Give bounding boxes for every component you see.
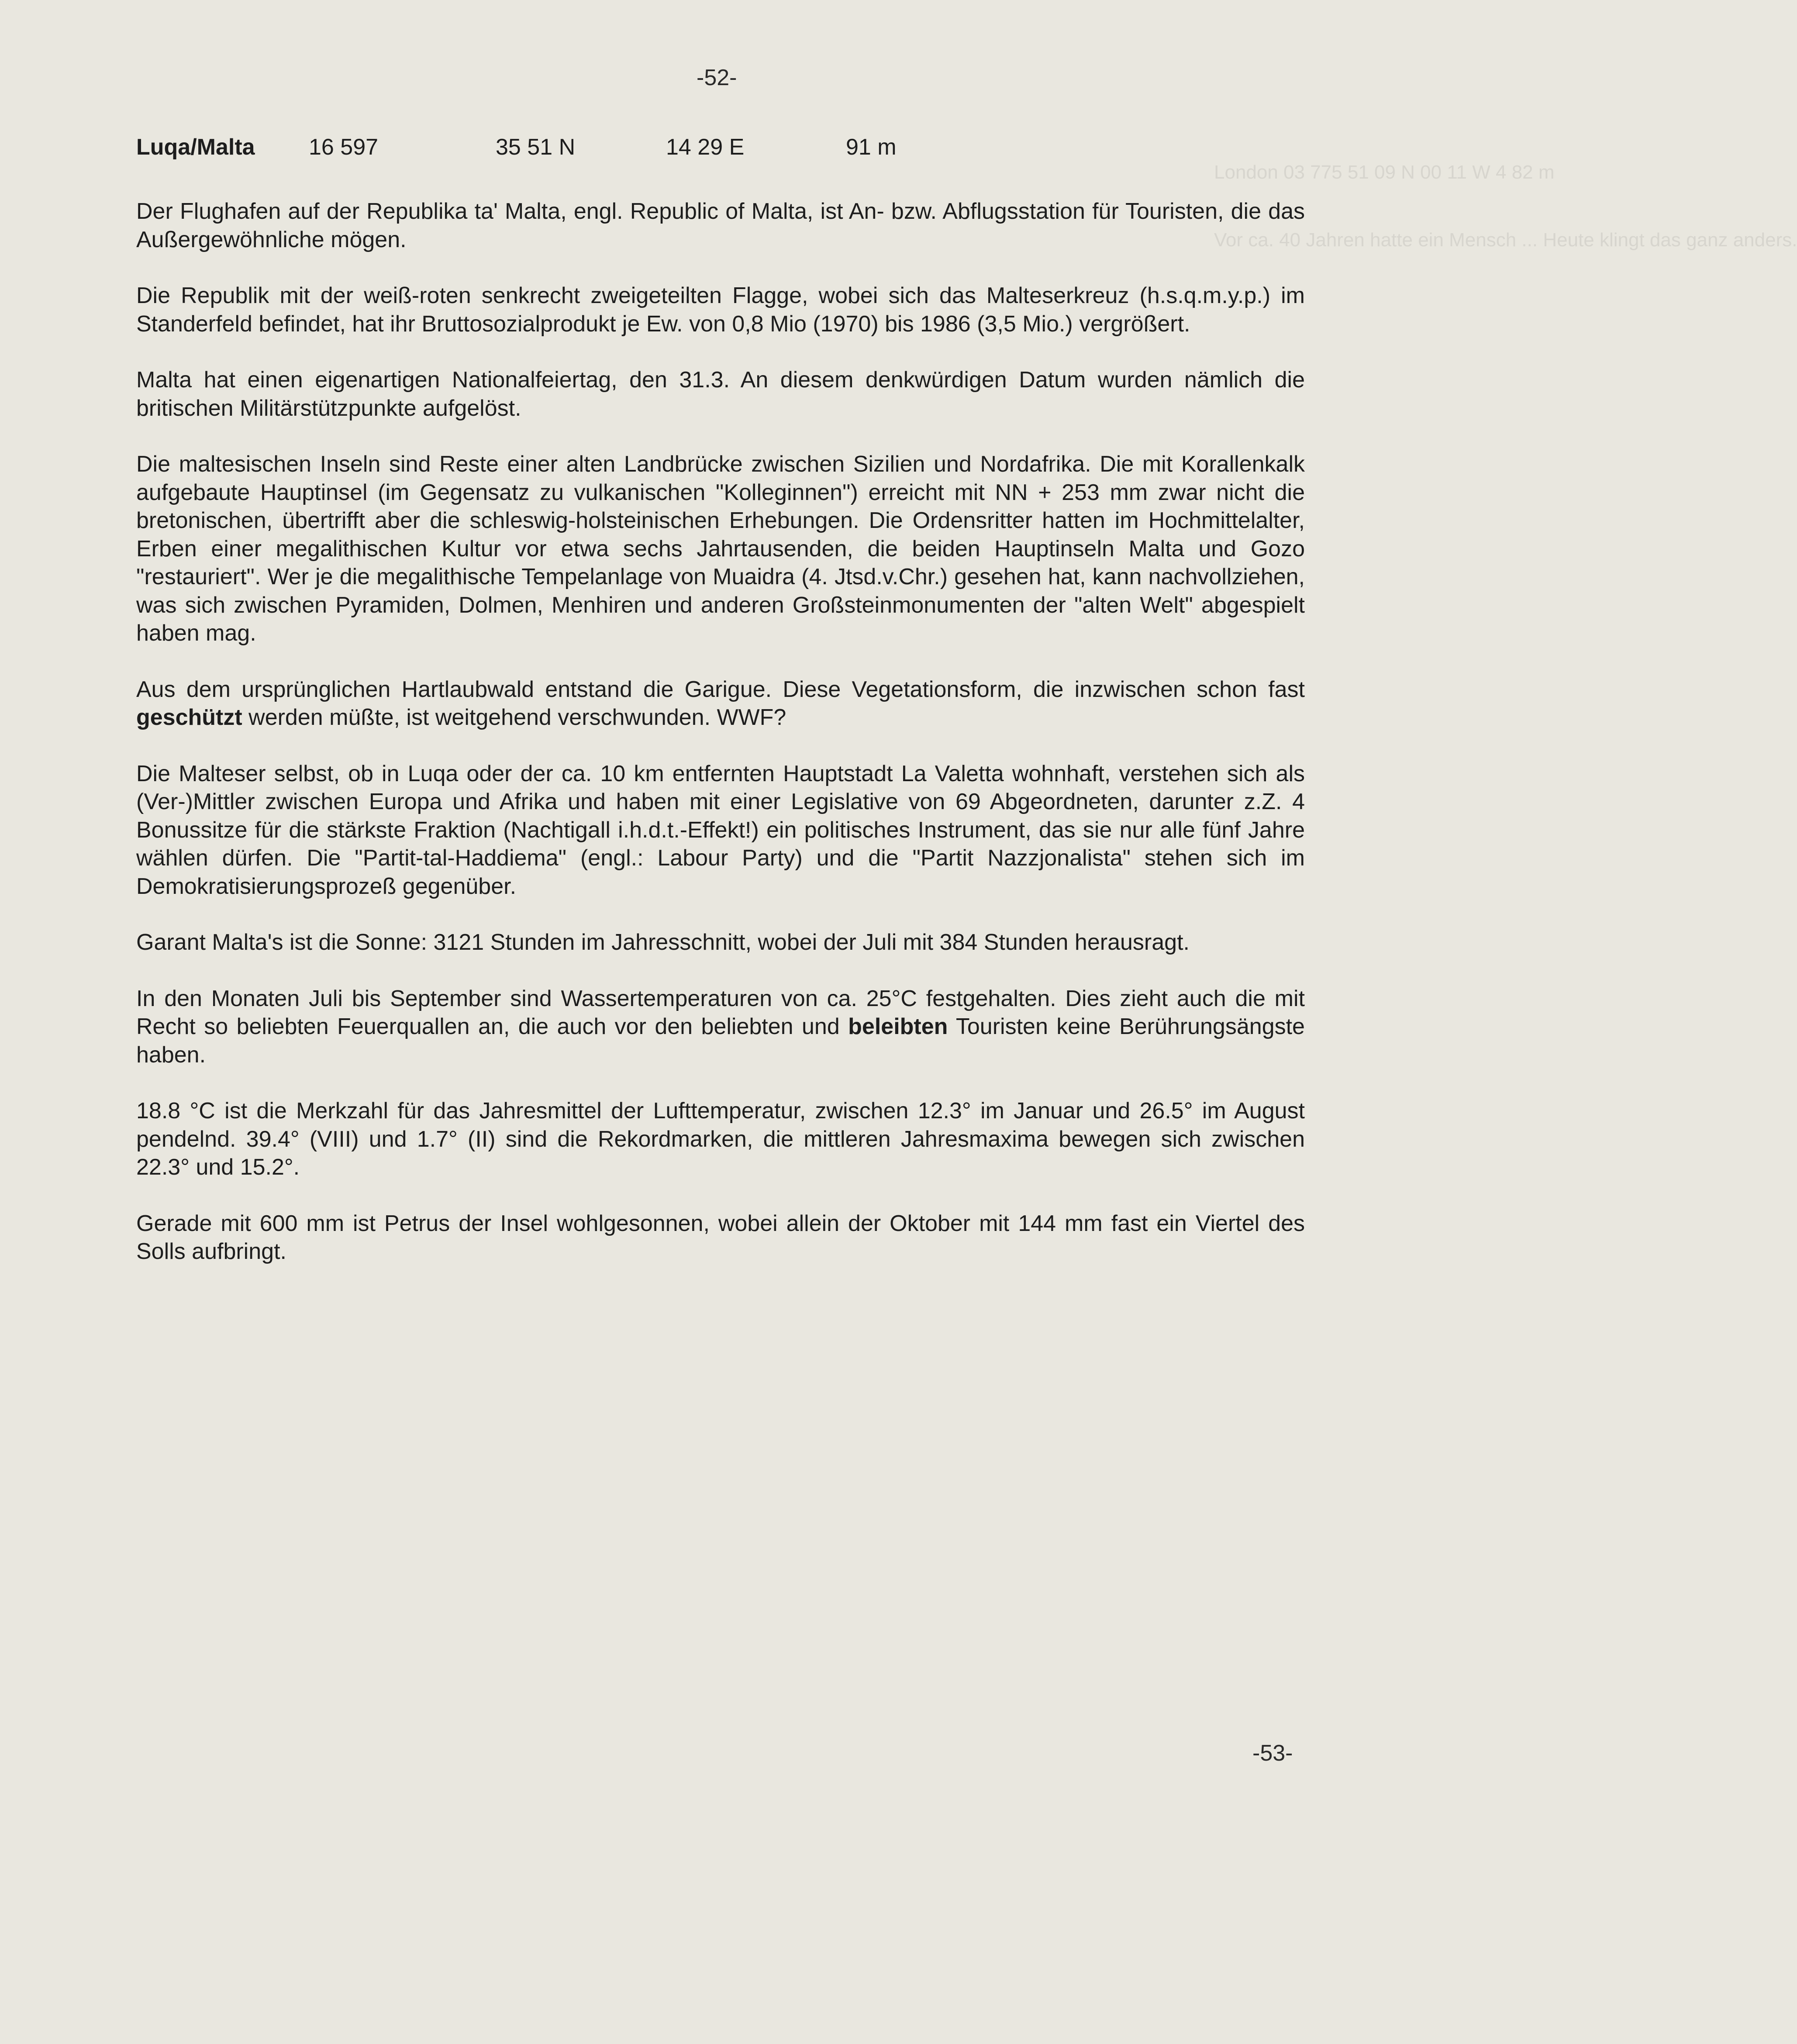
emphasis-text: beleibten (848, 1014, 948, 1039)
paragraph-text: Der Flughafen auf der Republika ta' Malta, engl. Republic of Malta, ist An- bzw. Abflugsstation für Touristen, die das Außergewöhnliche mögen. (136, 199, 1305, 252)
paragraph-7 (136, 928, 1305, 957)
paragraph-text: werden müßte, ist weitgehend verschwunden. WWF? (242, 705, 786, 730)
paragraph-text: Garant Malta's ist die Sonne: 3121 Stunden im Jahresschnitt, wobei der Juli mit 384 Stunden herausragt. (136, 930, 1190, 955)
station-header (136, 132, 1315, 162)
paragraph-10 (136, 1210, 1305, 1266)
station-altitude: 91 m (846, 134, 897, 160)
station-name: Luqa/Malta (136, 134, 255, 160)
emphasis-text: geschützt (136, 705, 242, 730)
show-through-line-1: London 03 775 51 09 N 00 11 W 4 82 m (1214, 162, 1555, 183)
paragraph-text: In den Monaten Juli bis September sind Wassertemperaturen von ca. 25°C festgehalten. Dies zieht auch die mit Recht so beliebten Feuerquallen an, die auch vor den beliebten und (136, 986, 1305, 1039)
page-number-bottom: -53- (1252, 1741, 1293, 1766)
paragraph-text: Touristen keine Berührungsängste haben. (136, 1014, 1305, 1068)
paragraph-1 (136, 197, 1305, 254)
paragraph-text: Die maltesischen Inseln sind Reste einer alten Landbrücke zwischen Sizilien und Nordafrika. Die mit Korallenkalk aufgebaute Hauptinsel (im Gegensatz zu vulkanischen "Kolleginnen") erreicht mit NN + 253 mm zwar nicht die bretonischen, übertrifft aber die schleswig-holsteinischen Erhebungen. Die Ordensritter hatten im Hochmittelalter, Erben einer megalithischen Kultur vor etwa sechs Jahrtausenden, die beiden Hauptinseln Malta und Gozo "restauriert". Wer je die megalithische Tempelanlage von Muaidra (4. Jtsd.v.Chr.) gesehen hat, kann nachvollziehen, was sich zwischen Pyramiden, Dolmen, Menhiren und anderen Großsteinmonumenten der "alten Welt" abgespielt haben mag. (136, 452, 1305, 646)
paragraph-4 (136, 450, 1305, 648)
station-code: 16 597 (309, 134, 379, 160)
paragraph-text: Aus dem ursprünglichen Hartlaubwald entstand die Garigue. Diese Vegetationsform, die inzwischen schon fast (136, 676, 1305, 702)
station-longitude: 14 29 E (666, 134, 745, 160)
paragraph-text: Malta hat einen eigenartigen Nationalfeiertag, den 31.3. An diesem denkwürdigen Datum wurden nämlich die britischen Militärstützpunkte aufgelöst. (136, 367, 1305, 421)
paragraph-2 (136, 282, 1305, 338)
body-text (136, 197, 1305, 1294)
paragraph-text: Die Malteser selbst, ob in Luqa oder der ca. 10 km entfernten Hauptstadt La Valetta wohnhaft, verstehen sich als (Ver-)Mittler zwischen Europa und Afrika und haben mit einer Legislative von 69 Abgeordneten, darunter z.Z. 4 Bonussitze für die stärkste Fraktion (Nachtigall i.h.d.t.-Effekt!) ein politisches Instrument, das sie nur alle fünf Jahre wählen dürfen. Die "Partit-tal-Haddiema" (engl.: Labour Party) und die "Partit Nazzjonalista" stehen sich im Demokratisierungsprozeß gegenüber. (136, 761, 1305, 899)
paragraph-text: Die Republik mit der weiß-roten senkrecht zweigeteilten Flagge, wobei sich das Malteserkreuz (h.s.q.m.y.p.) im Standerfeld befindet, hat ihr Bruttosozialprodukt je Ew. von 0,8 Mio (1970) bis 1986 (3,5 Mio.) vergrößert. (136, 283, 1305, 337)
page-number-top: -52- (697, 65, 737, 90)
paragraph-3 (136, 366, 1305, 422)
paragraph-5 (136, 676, 1305, 732)
station-latitude: 35 51 N (496, 134, 576, 160)
paragraph-6 (136, 760, 1305, 901)
paragraph-8 (136, 985, 1305, 1069)
show-through-line-2: Vor ca. 40 Jahren hatte ein Mensch ... Heute klingt das ganz anders. (1214, 229, 1797, 251)
paragraph-text: 18.8 °C ist die Merkzahl für das Jahresmittel der Lufttemperatur, zwischen 12.3° im Januar und 26.5° im August pendelnd. 39.4° (VIII) und 1.7° (II) sind die Rekordmarken, die mittleren Jahresmaxima bewegen sich zwischen 22.3° und 15.2°. (136, 1098, 1305, 1180)
paragraph-9 (136, 1097, 1305, 1182)
paragraph-text: Gerade mit 600 mm ist Petrus der Insel wohlgesonnen, wobei allein der Oktober mit 144 mm fast ein Viertel des Solls aufbringt. (136, 1210, 1305, 1264)
